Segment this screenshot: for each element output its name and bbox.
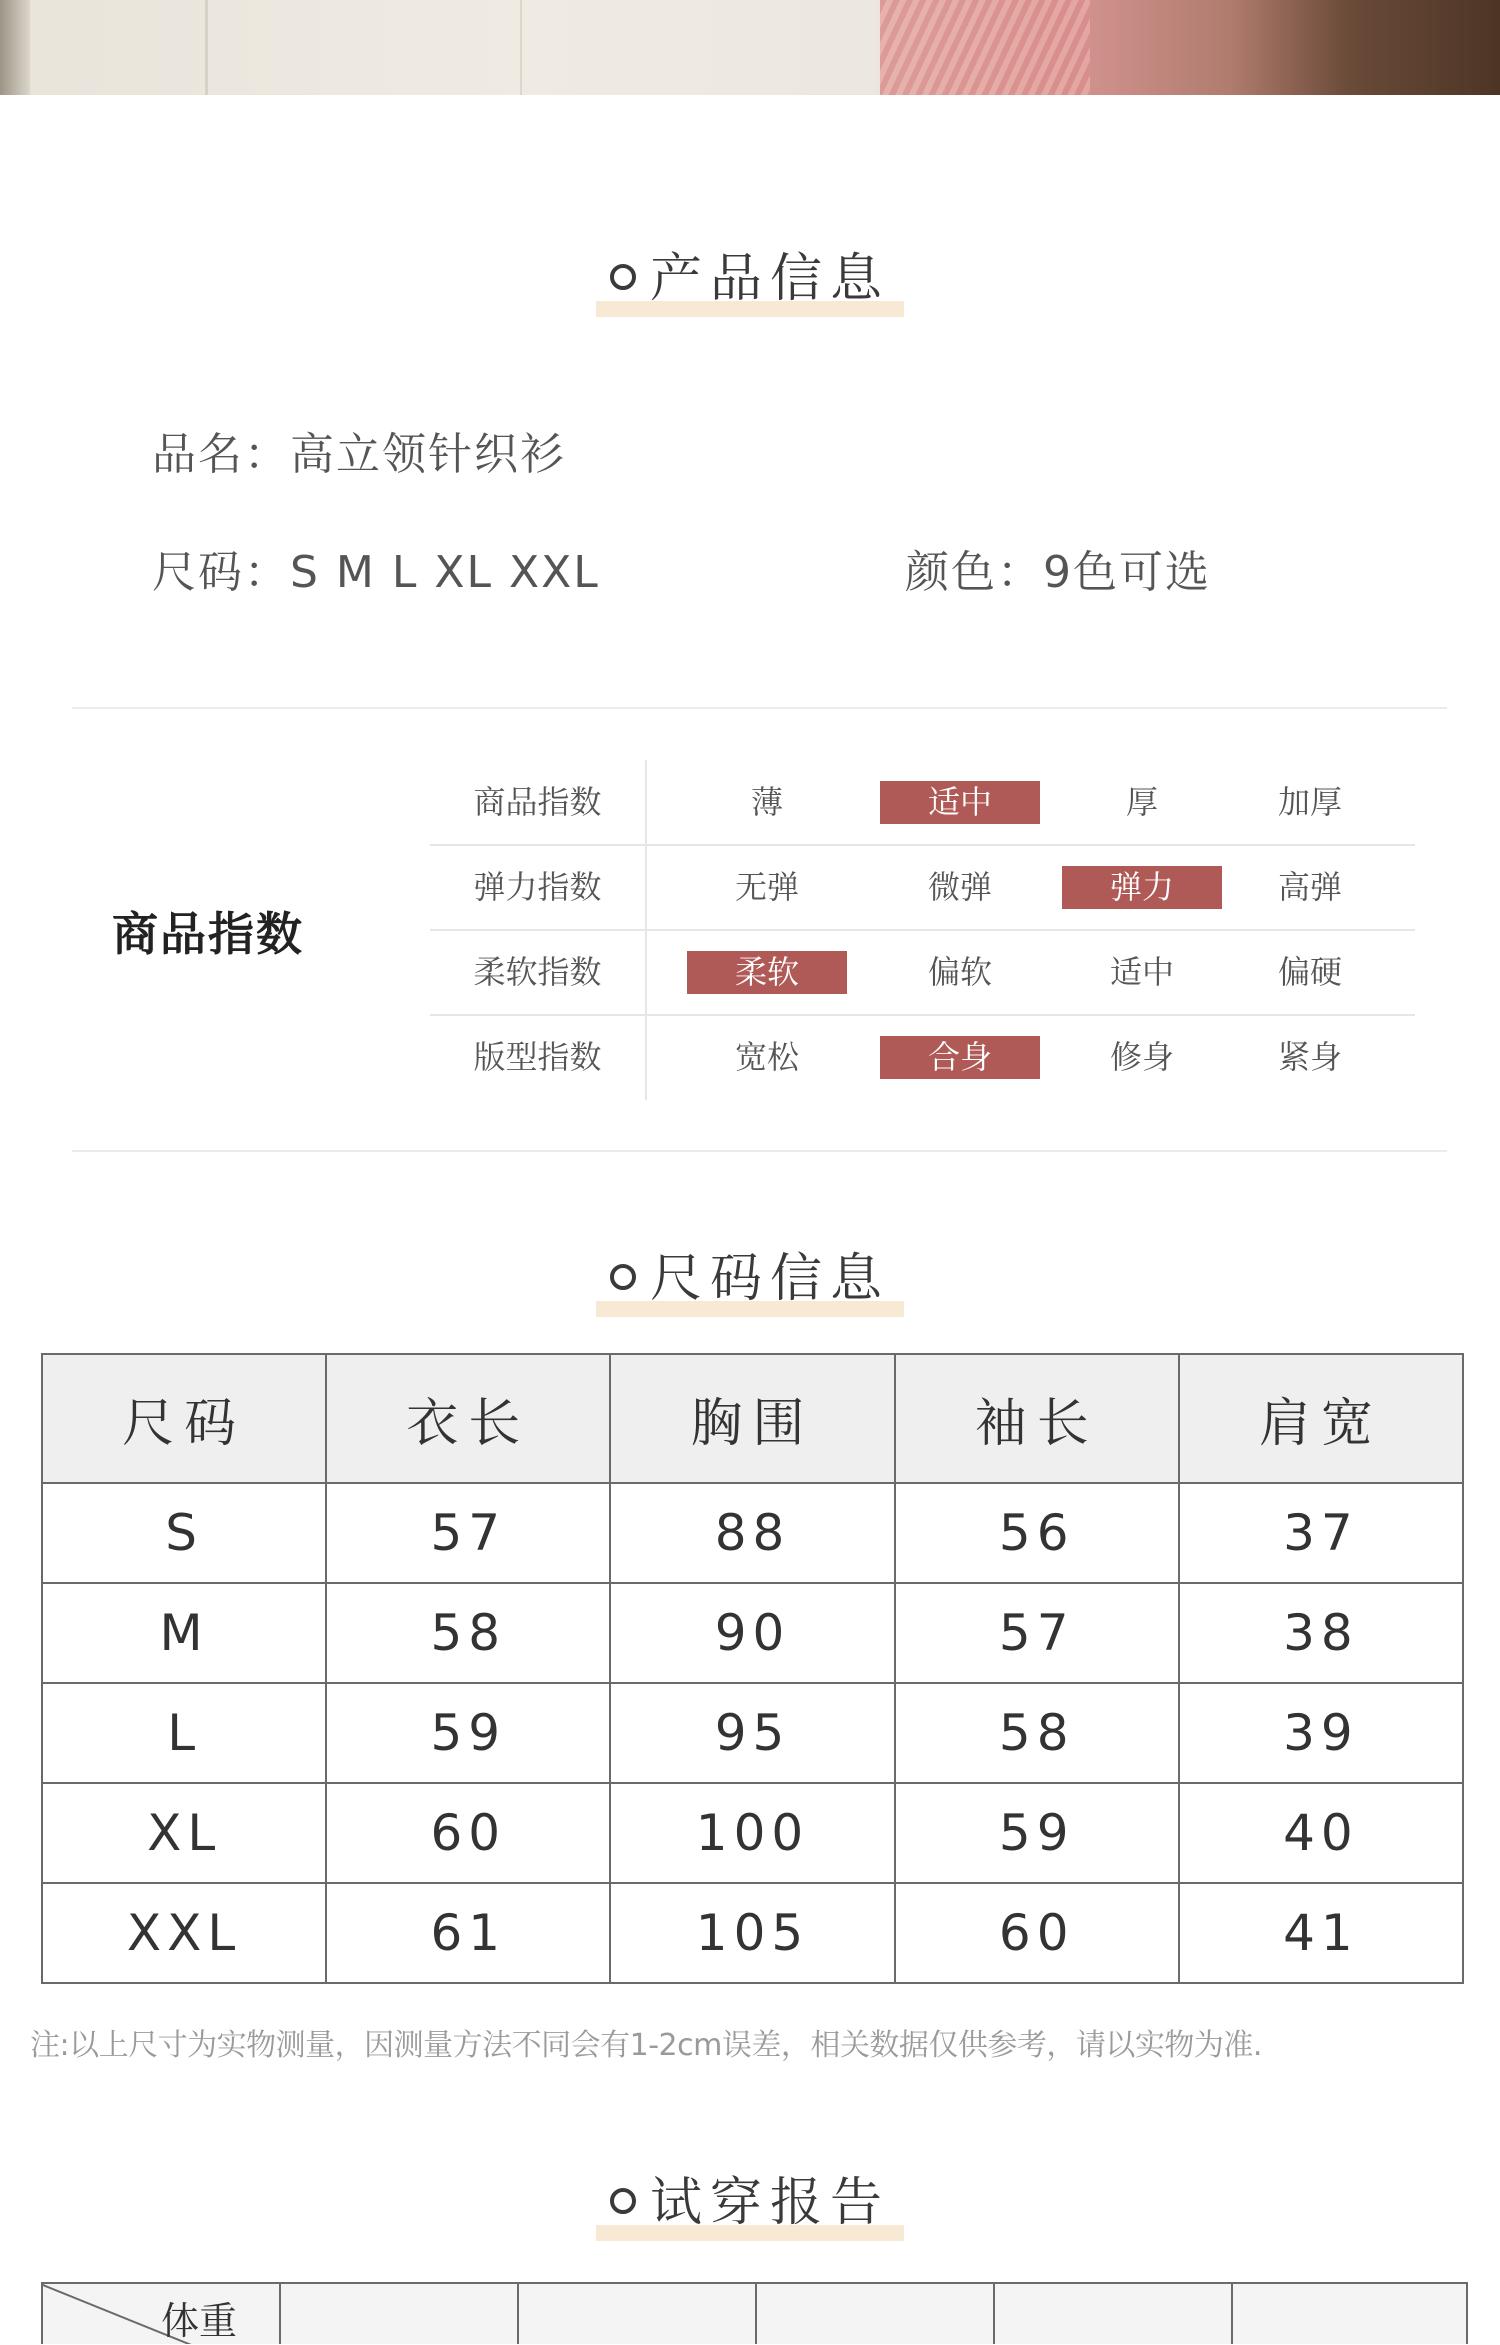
table-cell: 58	[895, 1683, 1179, 1783]
size-table-header: 尺码	[42, 1354, 326, 1483]
index-option: 紧身	[1277, 1038, 1342, 1076]
index-option: 无弹	[734, 868, 799, 906]
table-cell: 100	[610, 1783, 894, 1883]
table-row	[42, 1783, 1463, 1883]
index-option: 修身	[1109, 1038, 1174, 1076]
table-cell: S	[42, 1483, 326, 1583]
index-separator	[645, 845, 647, 930]
circle-icon	[610, 1264, 636, 1290]
index-title: 商品指数	[112, 907, 304, 961]
size-table	[41, 1353, 1464, 1984]
index-option: 偏硬	[1277, 953, 1342, 991]
size-table-header-row	[42, 1354, 1463, 1483]
table-cell: 60	[895, 1883, 1179, 1983]
table-row	[42, 1583, 1463, 1683]
product-info-heading: 产品信息	[0, 236, 1500, 311]
table-cell: XXL	[42, 1883, 326, 1983]
product-name-value: 高立领针织衫	[290, 429, 566, 480]
table-cell: 105	[610, 1883, 894, 1983]
table-cell	[757, 2284, 995, 2344]
index-separator	[645, 760, 647, 845]
table-cell: 56	[895, 1483, 1179, 1583]
table-row	[42, 1683, 1463, 1783]
table-row	[42, 1483, 1463, 1583]
index-option: 薄	[750, 783, 783, 821]
index-row-label: 柔软指数	[473, 953, 602, 991]
divider	[72, 707, 1447, 709]
index-option: 厚	[1125, 783, 1158, 821]
table-cell: 59	[895, 1783, 1179, 1883]
index-row-label: 弹力指数	[473, 868, 602, 906]
photo-fold	[205, 0, 208, 95]
photo-knit-texture	[880, 0, 1090, 95]
index-row	[430, 930, 1415, 1015]
product-color-label: 颜色：	[905, 547, 1043, 598]
product-name-label: 品名：	[152, 429, 290, 480]
index-option: 微弹	[927, 868, 992, 906]
divider	[72, 1150, 1447, 1152]
table-cell: 38	[1179, 1583, 1463, 1683]
index-option: 适中	[1109, 953, 1174, 991]
index-option-selected: 柔软	[687, 951, 847, 994]
table-cell: 88	[610, 1483, 894, 1583]
index-separator	[645, 930, 647, 1015]
table-cell: 59	[326, 1683, 610, 1783]
index-option-selected: 适中	[880, 781, 1040, 824]
circle-icon	[610, 2188, 636, 2214]
size-note: 注:以上尺寸为实物测量，因测量方法不同会有1-2cm误差，相关数据仅供参考，请以实物为准.	[30, 2028, 1262, 2063]
table-cell: XL	[42, 1783, 326, 1883]
photo-fold	[0, 0, 30, 95]
table-cell: 90	[610, 1583, 894, 1683]
product-size-label: 尺码：	[152, 547, 290, 598]
table-row	[42, 1883, 1463, 1983]
index-option: 高弹	[1277, 868, 1342, 906]
table-cell: 57	[326, 1483, 610, 1583]
table-cell: L	[42, 1683, 326, 1783]
product-size-line	[152, 536, 600, 600]
table-cell: 37	[1179, 1483, 1463, 1583]
index-row	[430, 760, 1415, 845]
table-cell: M	[42, 1583, 326, 1683]
table-cell: 58	[326, 1583, 610, 1683]
table-cell: 39	[1179, 1683, 1463, 1783]
weight-label: 体重	[161, 2299, 238, 2343]
index-row	[430, 1015, 1415, 1100]
index-row-label: 版型指数	[473, 1038, 602, 1076]
product-color-value: 9色可选	[1043, 547, 1211, 598]
index-row-label: 商品指数	[473, 783, 602, 821]
circle-icon	[610, 264, 636, 290]
size-info-heading: 尺码信息	[0, 1236, 1500, 1311]
size-table-header: 肩宽	[1179, 1354, 1463, 1483]
table-cell	[995, 2284, 1233, 2344]
table-cell: 60	[326, 1783, 610, 1883]
index-option: 偏软	[927, 953, 992, 991]
index-option: 宽松	[734, 1038, 799, 1076]
table-cell: 95	[610, 1683, 894, 1783]
table-cell	[43, 2284, 281, 2344]
size-table-header: 衣长	[326, 1354, 610, 1483]
index-option-selected: 弹力	[1062, 866, 1222, 909]
photo-fold	[520, 0, 522, 95]
table-cell	[281, 2284, 519, 2344]
table-cell: 40	[1179, 1783, 1463, 1883]
table-cell: 41	[1179, 1883, 1463, 1983]
try-on-heading: 试穿报告	[0, 2160, 1500, 2235]
product-photo	[0, 0, 1500, 95]
try-on-table	[41, 2282, 1468, 2344]
product-size-value: S M L XL XXL	[290, 547, 600, 598]
product-color-line	[905, 536, 1211, 600]
product-name-line	[152, 418, 566, 482]
size-table-header: 袖长	[895, 1354, 1179, 1483]
index-option: 加厚	[1277, 783, 1342, 821]
size-table-header: 胸围	[610, 1354, 894, 1483]
table-cell: 57	[895, 1583, 1179, 1683]
index-option-selected: 合身	[880, 1036, 1040, 1079]
index-row	[430, 845, 1415, 930]
table-cell	[519, 2284, 757, 2344]
index-separator	[645, 1015, 647, 1100]
table-cell: 61	[326, 1883, 610, 1983]
